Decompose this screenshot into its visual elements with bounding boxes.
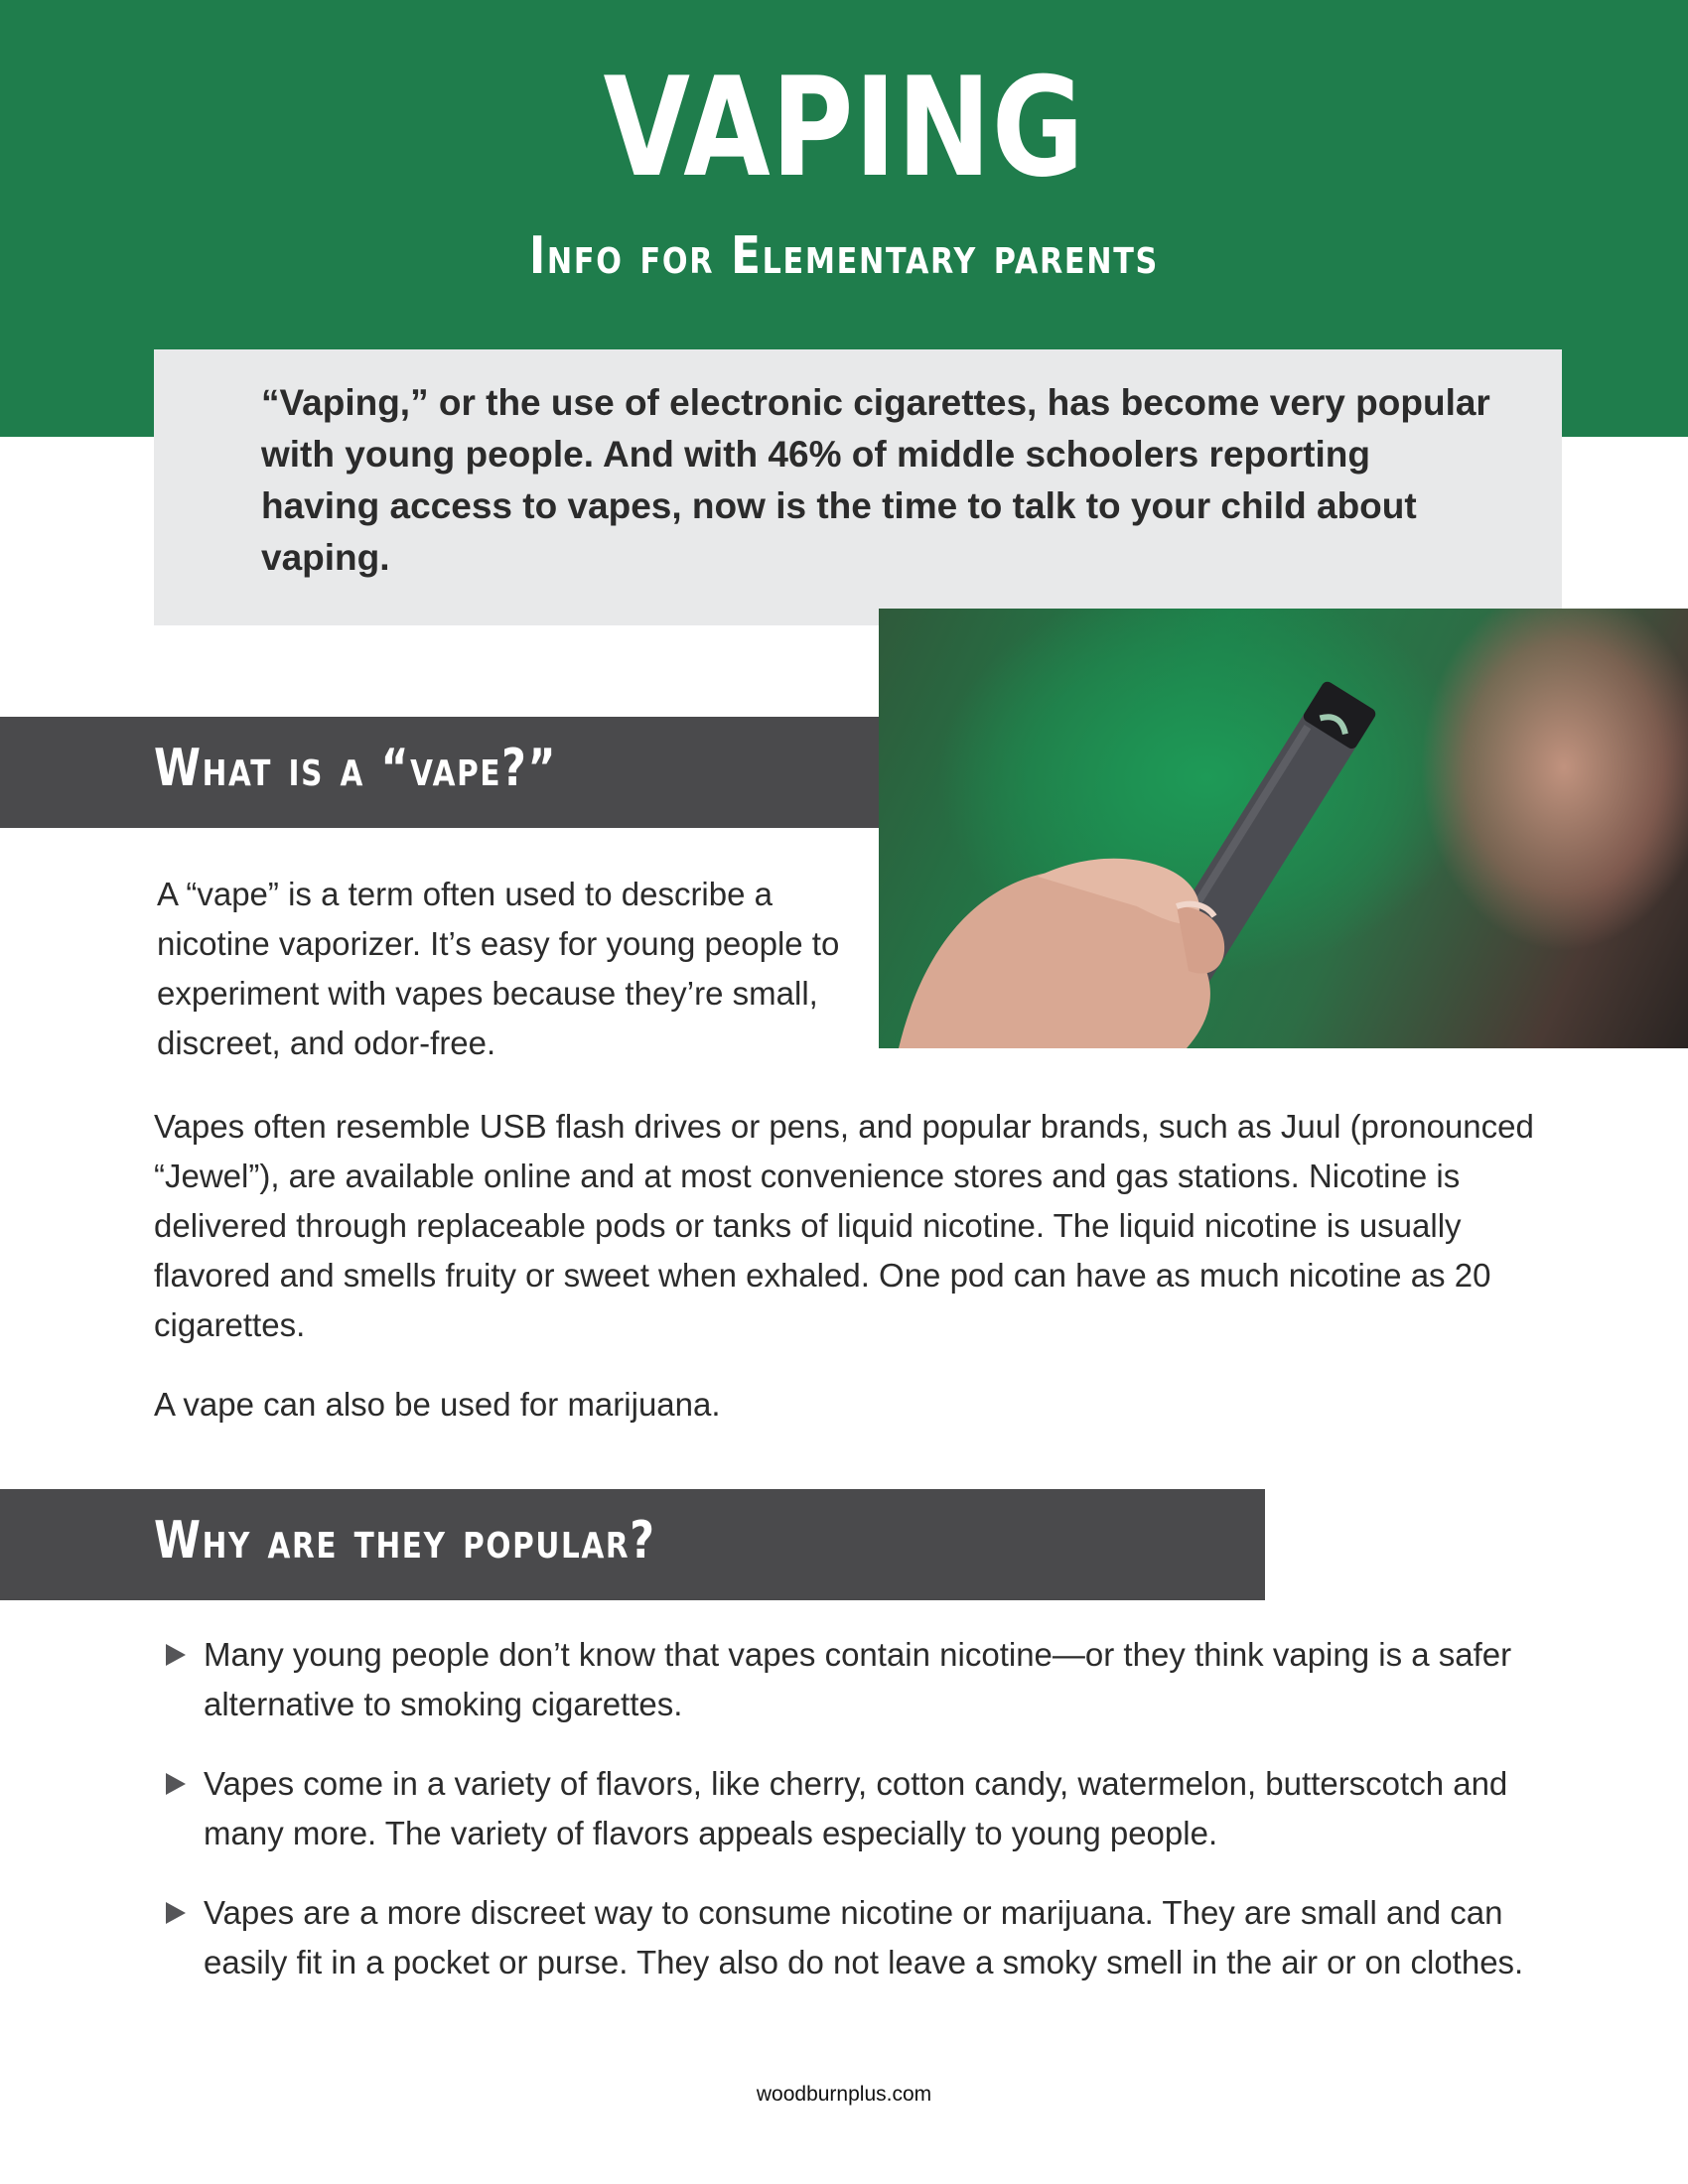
triangle-bullet-icon [166,1644,186,1666]
section-heading-why-popular: Why are they popular? [154,1511,656,1570]
popular-reasons-list [164,1630,1544,2017]
footer-url: woodburnplus.com [756,2083,932,2106]
list-item-text: Vapes come in a variety of flavors, like cherry, cotton candy, watermelon, butterscotch and many more. The variety of flavors appeals especially to young people. [204,1765,1508,1851]
hand-holding-vape-illustration [879,609,1688,1048]
list-item [164,1888,1544,1987]
list-item [164,1630,1544,1729]
triangle-bullet-icon [166,1902,186,1924]
triangle-bullet-icon [166,1773,186,1795]
section1-paragraph-1: A “vape” is a term often used to describe a nicotine vaporizer. It’s easy for young people to experiment with vapes because they’re small, discreet, and odor-free. [157,876,840,1061]
vape-photo [879,609,1688,1048]
list-item [164,1759,1544,1858]
list-item-text: Vapes are a more discreet way to consume nicotine or marijuana. They are small and can easily fit in a pocket or purse. They also do not leave a smoky smell in the air or on clothes. [204,1894,1524,1980]
intro-box [154,349,1562,625]
list-item-text: Many young people don’t know that vapes contain nicotine—or they think vaping is a safer alternative to smoking cigarettes. [204,1636,1512,1722]
section-heading-what-is-vape: What is a “vape?” [154,739,558,798]
section-bar-why-popular [0,1489,1265,1600]
page-subtitle: Info for Elementary parents [528,226,1160,286]
section1-paragraph-3: A vape can also be used for marijuana. [154,1386,721,1423]
page-title: VAPING [603,48,1085,207]
section1-paragraph-2: Vapes often resemble USB flash drives or pens, and popular brands, such as Juul (pronounced “Jewel”), are available online and at most convenience stores and gas stations. Nicotine is delivered through replaceable pods or tanks of liquid nicotine. The liquid nicotine is usually flavored and smells fruity or sweet when exhaled. One pod can have as much nicotine as 20 cigarettes. [154,1108,1534,1343]
section-bar-what-is-vape [0,717,879,828]
intro-text: “Vaping,” or the use of electronic cigarettes, has become very popular with young people. And with 46% of middle schoolers reporting having access to vapes, now is the time to talk to your child about vaping. [261,382,1490,578]
